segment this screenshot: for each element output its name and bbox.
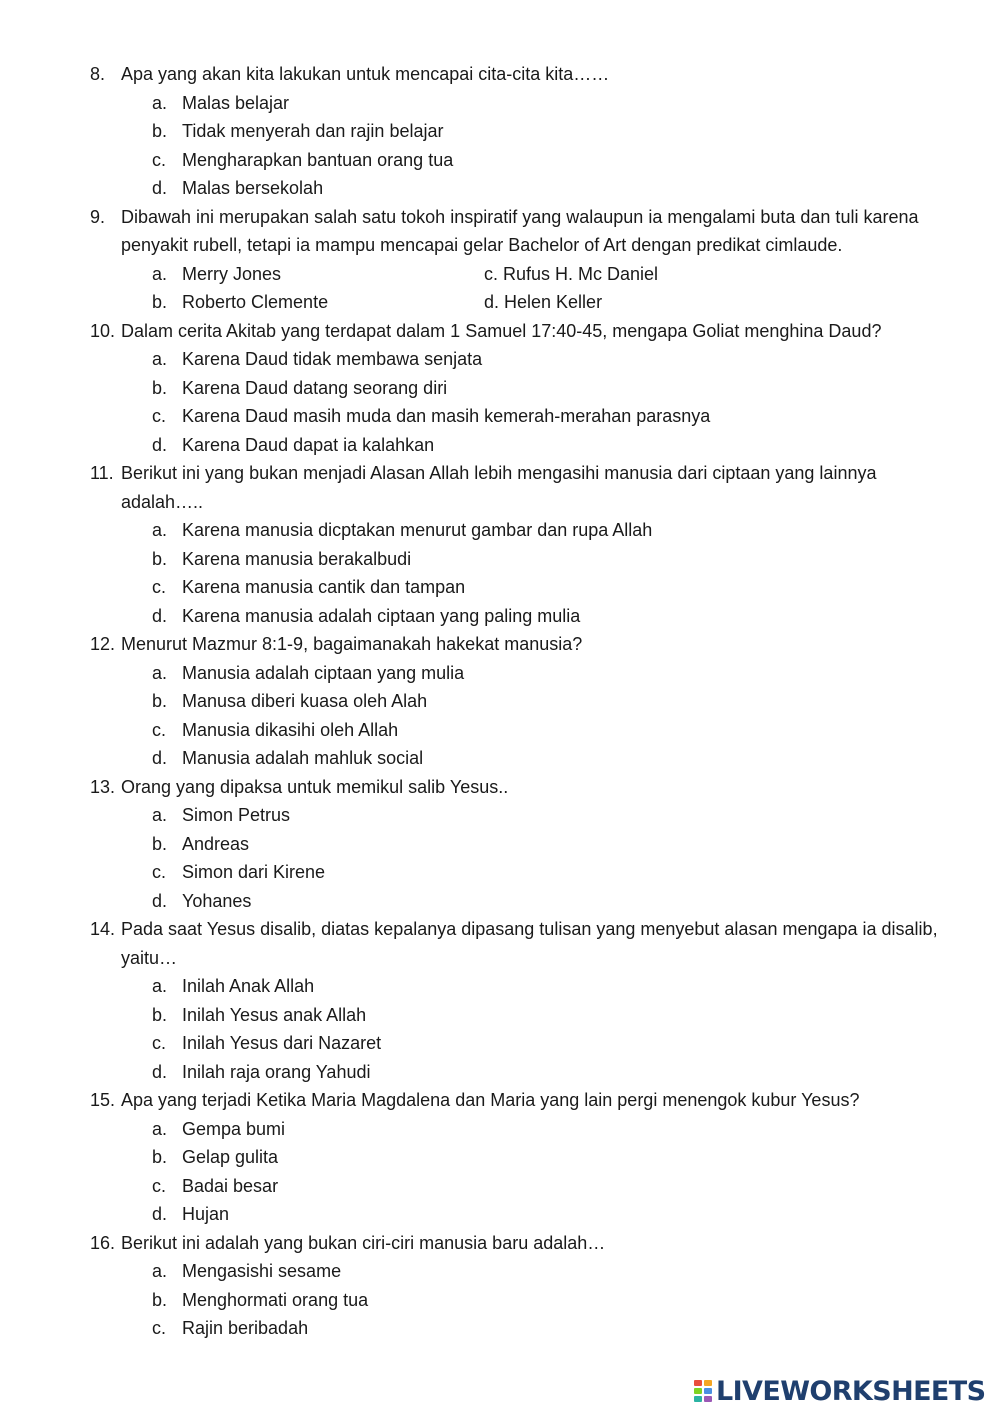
- question-14: [0, 915, 1000, 1086]
- option-letter: b.: [152, 1004, 168, 1025]
- logo-mark-tile: [704, 1396, 712, 1402]
- option-c: [0, 146, 1000, 175]
- question-text: Dalam cerita Akitab yang terdapat dalam 1 Samuel 17:40-45, mengapa Goliat menghina Daud?: [121, 320, 882, 341]
- question-text: Berikut ini adalah yang bukan ciri-ciri manusia baru adalah…: [121, 1232, 606, 1253]
- option-text: Inilah Yesus anak Allah: [182, 1004, 367, 1025]
- option-a: [0, 1257, 1000, 1286]
- option-c: [0, 1172, 1000, 1201]
- option-letter: c.: [152, 1033, 167, 1053]
- option-row-2: [0, 288, 1000, 317]
- option-text-right: d. Helen Keller: [484, 292, 603, 312]
- option-b: [0, 1286, 1000, 1315]
- option-letter: c.: [152, 149, 167, 170]
- option-text: Malas belajar: [182, 92, 290, 113]
- option-c: [0, 716, 1000, 745]
- option-letter: d.: [152, 178, 168, 198]
- option-letter: b.: [152, 121, 168, 141]
- option-text: Simon Petrus: [182, 805, 291, 825]
- option-letter: a.: [152, 1118, 168, 1139]
- option-letter: c.: [152, 577, 167, 597]
- question-text: Menurut Mazmur 8:1-9, bagaimanakah hakekat manusia?: [121, 634, 583, 654]
- question-number: 10.: [90, 320, 116, 341]
- option-text: Rajin beribadah: [182, 1318, 309, 1338]
- option-c: [0, 1029, 1000, 1058]
- option-letter: a.: [152, 349, 168, 369]
- question-text-continued: penyakit rubell, tetapi ia mampu mencapai gelar Bachelor of Art dengan predikat cimlaude.: [121, 235, 843, 255]
- option-c: [0, 1314, 1000, 1343]
- option-letter: a.: [152, 805, 168, 825]
- option-text: Mengasishi sesame: [182, 1261, 342, 1281]
- option-d: [0, 744, 1000, 773]
- option-c: [0, 858, 1000, 887]
- logo-mark-tile: [704, 1388, 712, 1394]
- option-letter: c.: [152, 1175, 167, 1196]
- option-a: [0, 89, 1000, 118]
- option-letter: d.: [152, 1204, 168, 1224]
- option-row-1: [0, 260, 1000, 289]
- question-text: Orang yang dipaksa untuk memikul salib Yesus..: [121, 776, 509, 797]
- option-a: [0, 972, 1000, 1001]
- option-text: Manusia adalah mahluk social: [182, 748, 424, 768]
- option-b: [0, 687, 1000, 716]
- option-text: Hujan: [182, 1204, 230, 1224]
- option-a: [0, 345, 1000, 374]
- option-text: Malas bersekolah: [182, 178, 324, 198]
- option-b: [0, 117, 1000, 146]
- option-letter: b.: [152, 833, 168, 854]
- option-letter: a.: [152, 520, 168, 540]
- option-text: Manusia adalah ciptaan yang mulia: [182, 662, 465, 683]
- option-letter: d.: [152, 890, 168, 911]
- option-d: [0, 1058, 1000, 1087]
- logo-mark-tile: [694, 1388, 702, 1394]
- option-letter: b.: [152, 691, 168, 711]
- option-d: [0, 431, 1000, 460]
- option-letter: d.: [152, 434, 168, 455]
- option-text: Karena manusia cantik dan tampan: [182, 577, 466, 597]
- option-text: Karena manusia adalah ciptaan yang paling mulia: [182, 605, 581, 626]
- option-text: Simon dari Kirene: [182, 862, 326, 882]
- option-d: [0, 1200, 1000, 1229]
- option-letter: a.: [152, 976, 168, 996]
- question-11: [0, 459, 1000, 630]
- option-text-right: c. Rufus H. Mc Daniel: [484, 263, 659, 284]
- logo-mark-tile: [694, 1380, 702, 1386]
- logo-mark-tile: [704, 1380, 712, 1386]
- option-text: Andreas: [182, 833, 250, 854]
- question-8: [0, 60, 1000, 203]
- option-b: [0, 1001, 1000, 1030]
- option-text: Karena Daud masih muda dan masih kemerah-merahan parasnya: [182, 406, 711, 426]
- option-text: Karena manusia dicptakan menurut gambar dan rupa Allah: [182, 520, 653, 540]
- option-letter: c.: [152, 1318, 167, 1338]
- option-b: [0, 545, 1000, 574]
- option-text: Gempa bumi: [182, 1118, 286, 1139]
- question-text-continued: yaitu…: [121, 947, 178, 968]
- question-number: 12.: [90, 634, 116, 654]
- option-letter: c.: [152, 406, 167, 426]
- option-letter: b.: [152, 377, 168, 398]
- liveworksheets-logo: [694, 1376, 985, 1406]
- option-text: Inilah raja orang Yahudi: [182, 1061, 371, 1082]
- option-a: [0, 659, 1000, 688]
- option-d: [0, 887, 1000, 916]
- option-text: Karena Daud dapat ia kalahkan: [182, 434, 435, 455]
- question-text: Pada saat Yesus disalib, diatas kepalanya dipasang tulisan yang menyebut alasan mengapa ia disalib,: [121, 919, 938, 939]
- logo-mark-icon: [694, 1380, 712, 1402]
- option-text: Tidak menyerah dan rajin belajar: [182, 121, 444, 141]
- option-letter: a.: [152, 662, 168, 683]
- question-number: 9.: [90, 206, 106, 227]
- option-b: [0, 1143, 1000, 1172]
- question-number: 14.: [90, 919, 116, 939]
- question-9: [0, 203, 1000, 317]
- option-text: Karena manusia berakalbudi: [182, 548, 412, 569]
- option-b: [0, 374, 1000, 403]
- option-a: [0, 1115, 1000, 1144]
- option-letter: b.: [152, 1147, 168, 1167]
- option-text: Manusa diberi kuasa oleh Alah: [182, 691, 428, 711]
- option-letter: d.: [152, 1061, 168, 1082]
- option-text: Mengharapkan bantuan orang tua: [182, 149, 454, 170]
- question-12: [0, 630, 1000, 773]
- question-number: 11.: [90, 463, 114, 483]
- option-text: Manusia dikasihi oleh Allah: [182, 719, 399, 740]
- option-text: Roberto Clemente: [182, 292, 329, 312]
- question-13: [0, 773, 1000, 916]
- question-number: 8.: [90, 64, 106, 84]
- option-c: [0, 402, 1000, 431]
- option-letter: c.: [152, 719, 167, 740]
- option-d: [0, 174, 1000, 203]
- question-number: 15.: [90, 1090, 116, 1110]
- option-text: Karena Daud tidak membawa senjata: [182, 349, 483, 369]
- logo-text: LIVEWORKSHEETS: [716, 1375, 986, 1407]
- option-c: [0, 573, 1000, 602]
- option-letter: b.: [152, 1289, 168, 1310]
- option-text: Karena Daud datang seorang diri: [182, 377, 448, 398]
- option-b: [0, 830, 1000, 859]
- question-text: Berikut ini yang bukan menjadi Alasan Allah lebih mengasihi manusia dari ciptaan yang lainnya: [121, 463, 877, 483]
- question-text-continued: adalah…..: [121, 491, 204, 512]
- question-15: [0, 1086, 1000, 1229]
- option-text: Yohanes: [182, 890, 252, 911]
- option-text: Merry Jones: [182, 263, 282, 284]
- option-letter: a.: [152, 1261, 168, 1281]
- option-letter: a.: [152, 92, 168, 113]
- option-letter: b.: [152, 548, 168, 569]
- option-d: [0, 602, 1000, 631]
- question-number: 13.: [90, 776, 116, 797]
- option-letter: b.: [152, 292, 168, 312]
- question-text: Apa yang terjadi Ketika Maria Magdalena dan Maria yang lain pergi menengok kubur Yesus?: [121, 1090, 860, 1110]
- question-10: [0, 317, 1000, 460]
- option-a: [0, 801, 1000, 830]
- question-text: Apa yang akan kita lakukan untuk mencapai cita-cita kita……: [121, 64, 610, 84]
- option-letter: c.: [152, 862, 167, 882]
- option-a: [0, 516, 1000, 545]
- option-text: Gelap gulita: [182, 1147, 279, 1167]
- option-text: Inilah Yesus dari Nazaret: [182, 1033, 382, 1053]
- option-text: Badai besar: [182, 1175, 279, 1196]
- option-text: Inilah Anak Allah: [182, 976, 315, 996]
- option-text: Menghormati orang tua: [182, 1289, 369, 1310]
- option-letter: d.: [152, 605, 168, 626]
- worksheet: [0, 60, 1000, 1343]
- option-letter: d.: [152, 748, 168, 768]
- question-16: [0, 1229, 1000, 1343]
- question-number: 16.: [90, 1232, 116, 1253]
- option-letter: a.: [152, 263, 168, 284]
- question-text: Dibawah ini merupakan salah satu tokoh inspiratif yang walaupun ia mengalami buta dan tuli karena: [121, 206, 919, 227]
- logo-mark-tile: [694, 1396, 702, 1402]
